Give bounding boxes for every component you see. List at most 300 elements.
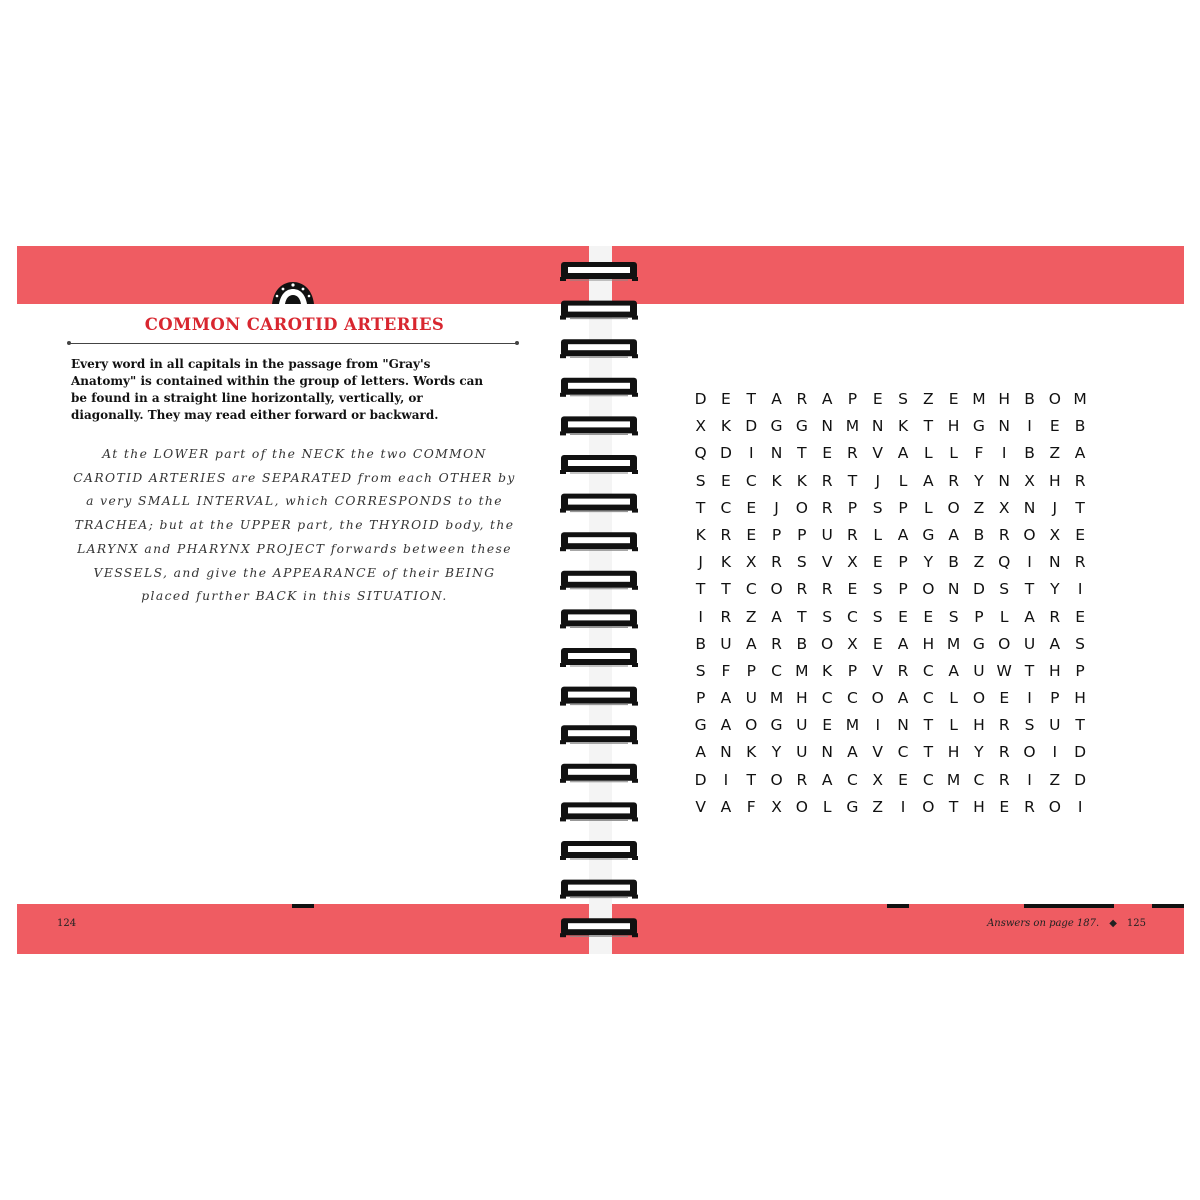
grid-letter: I: [1027, 417, 1032, 436]
grid-letter: X: [847, 634, 858, 653]
grid-letter: S: [822, 607, 833, 626]
grid-letter: E: [1049, 417, 1060, 436]
grid-letter: B: [948, 553, 959, 572]
grid-letter: O: [947, 498, 960, 517]
grid-letter: Y: [923, 553, 934, 572]
grid-row: [688, 522, 1093, 549]
grid-letter: J: [1052, 498, 1058, 517]
page-number-right: 125: [1126, 918, 1146, 929]
grid-letter: T: [1075, 498, 1085, 517]
grid-letter: A: [923, 471, 934, 490]
grid-letter: Z: [1049, 770, 1061, 789]
grid-letter: T: [1024, 580, 1035, 599]
grid-letter: X: [998, 498, 1010, 517]
grid-letter: S: [1024, 716, 1035, 735]
grid-row: [688, 631, 1093, 658]
grid-letter: B: [695, 634, 706, 653]
grid-letter: X: [745, 553, 757, 572]
grid-letter: P: [746, 661, 756, 680]
grid-letter: I: [723, 770, 729, 789]
grid-letter: M: [845, 716, 860, 735]
spiral-coil: [560, 880, 638, 899]
grid-letter: C: [847, 689, 858, 708]
grid-row: [688, 576, 1093, 603]
grid-letter: A: [847, 743, 858, 762]
grid-letter: X: [872, 770, 884, 789]
grid-letter: U: [1023, 634, 1036, 653]
grid-row: [688, 549, 1093, 576]
grid-letter: M: [946, 634, 961, 653]
grid-letter: L: [949, 689, 958, 708]
grid-letter: L: [949, 716, 958, 735]
grid-letter: A: [948, 661, 959, 680]
grid-letter: K: [822, 661, 833, 680]
grid-row: [688, 658, 1093, 685]
grid-letter: B: [973, 525, 985, 544]
grid-letter: O: [745, 716, 758, 735]
grid-letter: B: [1024, 444, 1035, 463]
grid-letter: H: [947, 417, 960, 436]
grid-letter: V: [872, 743, 884, 762]
grid-letter: O: [770, 770, 783, 789]
grid-letter: N: [821, 743, 833, 762]
grid-letter: T: [923, 743, 934, 762]
grid-letter: R: [998, 716, 1010, 735]
grid-letter: Q: [694, 444, 707, 463]
grid-letter: P: [847, 661, 858, 680]
grid-letter: E: [847, 580, 858, 599]
page-footer-right: [987, 918, 1146, 929]
grid-letter: N: [770, 444, 783, 463]
grid-letter: E: [872, 634, 883, 653]
grid-letter: N: [998, 471, 1011, 490]
grid-letter: M: [845, 417, 860, 436]
grid-letter: R: [897, 661, 909, 680]
grid-letter: I: [1001, 444, 1007, 463]
spiral-coil: [560, 609, 638, 628]
grid-letter: U: [973, 661, 985, 680]
spiral-coil: [560, 648, 638, 667]
grid-letter: E: [948, 390, 959, 408]
spiral-coil: [560, 918, 638, 937]
bottom-color-band: [612, 904, 1184, 954]
grid-letter: R: [1074, 553, 1086, 572]
grid-letter: P: [847, 390, 858, 408]
grid-letter: K: [897, 417, 909, 436]
grid-letter: E: [1075, 607, 1085, 626]
grid-letter: K: [746, 743, 757, 762]
grid-letter: P: [695, 689, 706, 708]
grid-letter: G: [972, 634, 985, 653]
grid-letter: W: [996, 661, 1012, 680]
grid-letter: I: [698, 607, 703, 626]
grid-letter: S: [796, 553, 807, 572]
grid-letter: O: [922, 797, 935, 816]
grid-letter: E: [898, 607, 908, 626]
grid-letter: N: [720, 743, 732, 762]
grid-letter: R: [771, 634, 782, 653]
grid-letter: U: [796, 743, 808, 762]
grid-letter: S: [872, 607, 883, 626]
grid-letter: E: [999, 689, 1010, 708]
grid-letter: O: [922, 580, 935, 599]
spiral-coil: [560, 841, 638, 860]
answers-note: Answers on page 187.: [987, 918, 1100, 929]
grid-letter: I: [1052, 743, 1058, 762]
grid-letter: S: [948, 607, 959, 626]
grid-letter: P: [1050, 689, 1060, 708]
grid-letter: D: [719, 444, 732, 463]
grid-letter: K: [771, 471, 782, 490]
spiral-coil: [560, 262, 638, 281]
grid-letter: R: [796, 390, 808, 408]
grid-letter: E: [721, 390, 731, 408]
grid-letter: C: [922, 689, 934, 708]
grid-letter: S: [695, 661, 706, 680]
grid-letter: P: [1075, 661, 1085, 680]
grid-letter: R: [998, 743, 1010, 762]
grid-letter: R: [821, 471, 833, 490]
grid-letter: I: [1027, 770, 1032, 789]
spiral-coil: [560, 802, 638, 821]
grid-letter: Z: [973, 498, 985, 517]
grid-letter: T: [1024, 661, 1035, 680]
grid-letter: R: [796, 770, 808, 789]
grid-letter: O: [1048, 390, 1061, 408]
grid-letter: G: [770, 417, 783, 436]
grid-letter: O: [770, 580, 783, 599]
grid-letter: H: [947, 743, 960, 762]
grid-letter: R: [720, 607, 732, 626]
divider-end-dot: [67, 341, 71, 345]
spiral-coil: [560, 455, 638, 474]
grid-letter: R: [948, 471, 959, 490]
grid-letter: T: [1075, 716, 1085, 735]
grid-letter: X: [847, 553, 858, 572]
grid-letter: T: [746, 770, 756, 789]
left-page: [17, 246, 589, 954]
grid-letter: N: [1049, 553, 1061, 572]
grid-letter: H: [1048, 661, 1061, 680]
grid-letter: D: [694, 770, 707, 789]
grid-letter: L: [924, 444, 933, 463]
grid-row: [688, 794, 1093, 821]
band-edge-mark: [887, 904, 909, 908]
grid-letter: T: [695, 498, 706, 517]
grid-letter: M: [946, 770, 961, 789]
grid-row: [688, 440, 1093, 467]
grid-letter: H: [973, 797, 985, 816]
grid-letter: Z: [973, 553, 985, 572]
grid-letter: Y: [771, 743, 782, 762]
grid-letter: F: [746, 797, 756, 816]
spiral-coil: [560, 571, 638, 590]
grid-letter: R: [771, 553, 782, 572]
grid-letter: C: [720, 498, 732, 517]
grid-letter: O: [1023, 525, 1036, 544]
grid-letter: O: [821, 634, 834, 653]
grid-letter: R: [998, 525, 1010, 544]
right-page: [612, 246, 1184, 954]
grid-letter: G: [770, 716, 783, 735]
grid-letter: K: [720, 553, 732, 572]
grid-letter: C: [821, 689, 833, 708]
grid-letter: R: [1049, 607, 1061, 626]
grid-letter: U: [1049, 716, 1061, 735]
grid-letter: S: [999, 580, 1010, 599]
grid-letter: D: [694, 390, 707, 408]
grid-row: [688, 767, 1093, 794]
grid-letter: F: [721, 661, 731, 680]
grid-row: [688, 739, 1093, 766]
grid-letter: Z: [745, 607, 757, 626]
grid-letter: H: [796, 689, 808, 708]
puzzle-instructions: Every word in all capitals in the passage from "Gray's Anatomy" is contained within the group of letters. Words can be found in a straight line horizontally, vertically, or diagonally. They may read either forward or backward.: [71, 357, 484, 422]
divider-end-dot: [515, 341, 519, 345]
grid-letter: E: [872, 390, 883, 408]
grid-letter: O: [795, 498, 808, 517]
grid-letter: S: [898, 390, 908, 408]
grid-letter: O: [998, 634, 1011, 653]
grid-letter: F: [974, 444, 984, 463]
grid-letter: C: [922, 661, 934, 680]
spiral-binding: [560, 246, 640, 954]
grid-letter: O: [972, 689, 986, 708]
grid-letter: S: [1075, 634, 1086, 653]
spiral-coil: [560, 725, 638, 744]
grid-row: [688, 468, 1093, 495]
grid-letter: N: [897, 716, 909, 735]
grid-letter: C: [745, 471, 757, 490]
grid-letter: A: [1074, 444, 1086, 463]
grid-letter: A: [821, 390, 833, 408]
grid-letter: Y: [974, 471, 984, 490]
grid-letter: D: [1074, 770, 1087, 789]
grid-letter: T: [847, 471, 858, 490]
grid-letter: I: [875, 716, 881, 735]
grid-letter: Z: [923, 390, 934, 408]
grid-letter: I: [748, 444, 754, 463]
spiral-coil: [560, 687, 638, 706]
grid-letter: A: [720, 689, 732, 708]
grid-letter: G: [795, 417, 808, 436]
grid-letter: M: [1073, 390, 1087, 408]
band-edge-mark: [292, 904, 314, 908]
grid-row: [688, 685, 1093, 712]
grid-letter: E: [746, 498, 757, 517]
grid-letter: S: [695, 471, 706, 490]
grid-letter: C: [847, 607, 858, 626]
grid-letter: M: [972, 390, 986, 408]
grid-letter: G: [972, 417, 985, 436]
grid-letter: E: [1075, 525, 1085, 544]
grid-letter: H: [922, 634, 935, 653]
spiral-coil: [560, 301, 638, 320]
grid-letter: X: [771, 797, 782, 816]
grid-letter: A: [897, 689, 909, 708]
grid-letter: L: [999, 607, 1009, 626]
grid-letter: L: [949, 444, 958, 463]
grid-letter: V: [695, 797, 706, 816]
band-edge-mark: [1024, 904, 1114, 908]
grid-letter: A: [897, 525, 909, 544]
source-passage: At the LOWER part of the NECK the two COMMON CAROTID ARTERIES are SEPARATED from each OTHER by a very SMALL INTERVAL, which CORRESPONDS to the TRACHEA; but at the UPPER part, the THYROID body, the LARYNX and PHARYNX PROJECT forwards between these VESSELS, and give the APPEARANCE of their BEING placed further BACK in this SITUATION.: [73, 447, 516, 604]
grid-letter: O: [1048, 797, 1061, 816]
grid-letter: C: [973, 770, 985, 789]
grid-letter: E: [721, 471, 731, 490]
grid-letter: Z: [872, 797, 884, 816]
grid-letter: P: [898, 553, 908, 572]
grid-letter: P: [847, 498, 858, 517]
grid-letter: A: [720, 797, 732, 816]
grid-letter: K: [796, 471, 807, 490]
grid-letter: X: [1024, 471, 1035, 490]
grid-letter: T: [797, 607, 807, 626]
spiral-coil: [560, 416, 638, 435]
grid-letter: E: [923, 607, 934, 626]
grid-letter: M: [795, 661, 809, 680]
footer-diamond-icon: ◆: [1109, 918, 1117, 929]
grid-letter: P: [797, 525, 807, 544]
grid-letter: N: [821, 417, 833, 436]
grid-letter: N: [871, 417, 884, 436]
grid-letter: R: [821, 580, 833, 599]
grid-letter: Q: [998, 553, 1011, 572]
page-number-left: 124: [57, 918, 77, 929]
grid-letter: A: [1049, 634, 1061, 653]
grid-letter: R: [796, 580, 808, 599]
grid-letter: Y: [974, 743, 984, 762]
grid-letter: R: [1074, 471, 1086, 490]
grid-letter: J: [774, 498, 779, 517]
grid-letter: M: [769, 689, 784, 708]
grid-letter: I: [1027, 553, 1032, 572]
grid-letter: E: [746, 525, 757, 544]
grid-letter: V: [872, 661, 884, 680]
grid-row: [688, 386, 1093, 413]
grid-letter: I: [1027, 689, 1032, 708]
spiral-coil: [560, 339, 638, 358]
spiral-coil: [560, 378, 638, 397]
grid-row: [688, 604, 1093, 631]
grid-letter: T: [695, 580, 706, 599]
spiral-coil: [560, 764, 638, 783]
grid-letter: C: [771, 661, 782, 680]
decorative-scroll-ornament-icon: [268, 278, 318, 304]
grid-letter: O: [871, 689, 884, 708]
grid-letter: I: [900, 797, 906, 816]
grid-row: [688, 495, 1093, 522]
grid-letter: E: [822, 444, 833, 463]
grid-letter: G: [846, 797, 859, 816]
grid-letter: C: [897, 743, 909, 762]
grid-letter: A: [771, 390, 782, 408]
grid-letter: A: [720, 716, 732, 735]
grid-letter: A: [745, 634, 757, 653]
grid-letter: H: [1074, 689, 1086, 708]
grid-letter: T: [746, 390, 756, 408]
grid-letter: A: [948, 525, 959, 544]
grid-letter: A: [821, 770, 833, 789]
grid-letter: T: [797, 444, 807, 463]
grid-letter: G: [694, 716, 707, 735]
grid-letter: C: [847, 770, 858, 789]
grid-letter: T: [948, 797, 959, 816]
grid-letter: P: [974, 607, 984, 626]
grid-letter: P: [898, 498, 908, 517]
grid-letter: R: [847, 444, 858, 463]
grid-letter: U: [745, 689, 757, 708]
grid-letter: N: [947, 580, 960, 599]
top-color-band: [612, 246, 1184, 304]
grid-letter: H: [1048, 471, 1061, 490]
grid-letter: N: [998, 417, 1011, 436]
grid-letter: V: [872, 444, 884, 463]
grid-letter: J: [875, 471, 881, 490]
grid-letter: B: [1024, 390, 1035, 408]
grid-letter: D: [972, 580, 985, 599]
grid-letter: Z: [1049, 444, 1061, 463]
grid-letter: E: [872, 553, 883, 572]
grid-letter: T: [923, 417, 934, 436]
grid-row: [688, 712, 1093, 739]
grid-letter: A: [897, 444, 909, 463]
grid-letter: R: [998, 770, 1010, 789]
puzzle-title: COMMON CAROTID ARTERIES: [144, 315, 445, 334]
title-divider: [69, 343, 517, 344]
grid-letter: H: [973, 716, 985, 735]
grid-letter: L: [873, 525, 883, 544]
grid-letter: X: [1049, 525, 1061, 544]
grid-letter: O: [795, 797, 808, 816]
grid-letter: N: [1023, 498, 1036, 517]
grid-letter: D: [745, 417, 758, 436]
grid-row: [688, 413, 1093, 440]
grid-letter: Y: [1050, 580, 1060, 599]
grid-letter: U: [720, 634, 732, 653]
grid-letter: C: [922, 770, 934, 789]
grid-letter: A: [897, 634, 909, 653]
grid-letter: R: [720, 525, 732, 544]
grid-letter: S: [872, 580, 883, 599]
spiral-coil: [560, 494, 638, 513]
grid-letter: A: [1024, 607, 1035, 626]
grid-letter: H: [998, 390, 1011, 408]
grid-letter: E: [822, 716, 833, 735]
grid-letter: B: [1074, 417, 1086, 436]
grid-letter: V: [821, 553, 833, 572]
grid-letter: U: [821, 525, 833, 544]
word-search-grid: [688, 386, 1093, 821]
grid-letter: J: [698, 553, 703, 572]
grid-letter: T: [923, 716, 934, 735]
grid-letter: R: [1024, 797, 1035, 816]
grid-letter: A: [695, 743, 706, 762]
grid-letter: I: [1077, 797, 1083, 816]
grid-letter: L: [924, 498, 933, 517]
grid-letter: P: [898, 580, 908, 599]
grid-letter: R: [821, 498, 833, 517]
grid-letter: T: [721, 580, 731, 599]
grid-letter: K: [695, 525, 706, 544]
grid-letter: R: [847, 525, 858, 544]
grid-letter: E: [898, 770, 908, 789]
grid-letter: K: [720, 417, 732, 436]
grid-letter: S: [872, 498, 883, 517]
grid-letter: C: [745, 580, 757, 599]
grid-letter: U: [796, 716, 808, 735]
spiral-coil: [560, 532, 638, 551]
